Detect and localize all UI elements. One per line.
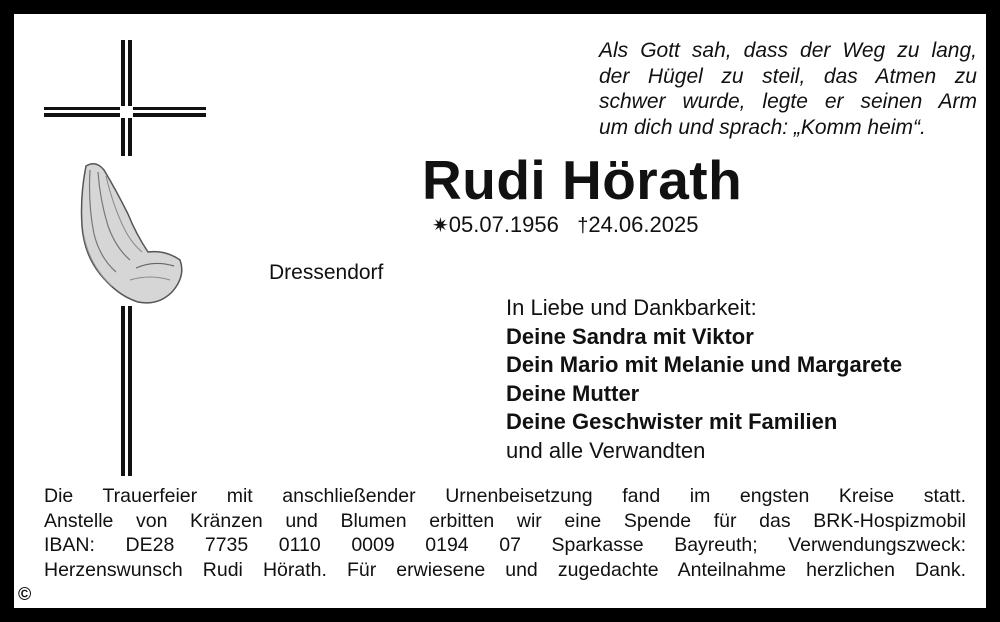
- mourner-name: Deine Geschwister mit Familien: [506, 409, 838, 434]
- mourners-outro: und alle Verwandten: [506, 437, 706, 463]
- birth-date: 05.07.1956: [448, 212, 559, 237]
- mourner-name: Dein Mario mit Melanie und Margarete: [506, 352, 903, 377]
- obituary-card: [14, 14, 986, 608]
- mourner-name: Deine Mutter: [506, 380, 640, 406]
- mourners-intro: In Liebe und Dankbarkeit:: [506, 295, 757, 320]
- quote-line: der Hügel zu steil, das Atmen zu: [599, 64, 977, 88]
- copyright-symbol: ©: [18, 584, 32, 604]
- quote-text: [599, 38, 977, 140]
- death-cross-icon: †: [577, 215, 589, 237]
- mourners-list: [506, 294, 902, 465]
- birth-star-icon: ✷: [432, 215, 449, 237]
- mourner-name: Deine Sandra mit Viktor: [506, 323, 754, 349]
- quote-line: um dich und sprach: „Komm heim“.: [599, 115, 926, 139]
- notice-line: Herzenswunsch Rudi Hörath. Für erwiesene und zugedachte Anteilnahme herzlichen Dank.: [44, 558, 966, 581]
- quote-line: schwer wurde, legte er seinen Arm: [599, 90, 977, 113]
- life-dates: [432, 212, 698, 238]
- hometown: Dressendorf: [269, 261, 384, 284]
- praying-hands-icon: [66, 156, 191, 306]
- funeral-notice: [44, 484, 966, 582]
- deceased-name: Rudi Hörath: [422, 149, 743, 211]
- notice-line: IBAN: DE28 7735 0110 0009 0194 07 Sparkasse Bayreuth; Verwendungszweck:: [44, 534, 966, 556]
- death-date: 24.06.2025: [588, 212, 699, 237]
- quote-line: Als Gott sah, dass der Weg zu lang,: [599, 39, 977, 62]
- notice-line: Die Trauerfeier mit anschließender Urnenbeisetzung fand im engsten Kreise statt.: [44, 485, 966, 507]
- notice-line: Anstelle von Kränzen und Blumen erbitten wir eine Spende für das BRK-Hospizmobil: [44, 509, 966, 532]
